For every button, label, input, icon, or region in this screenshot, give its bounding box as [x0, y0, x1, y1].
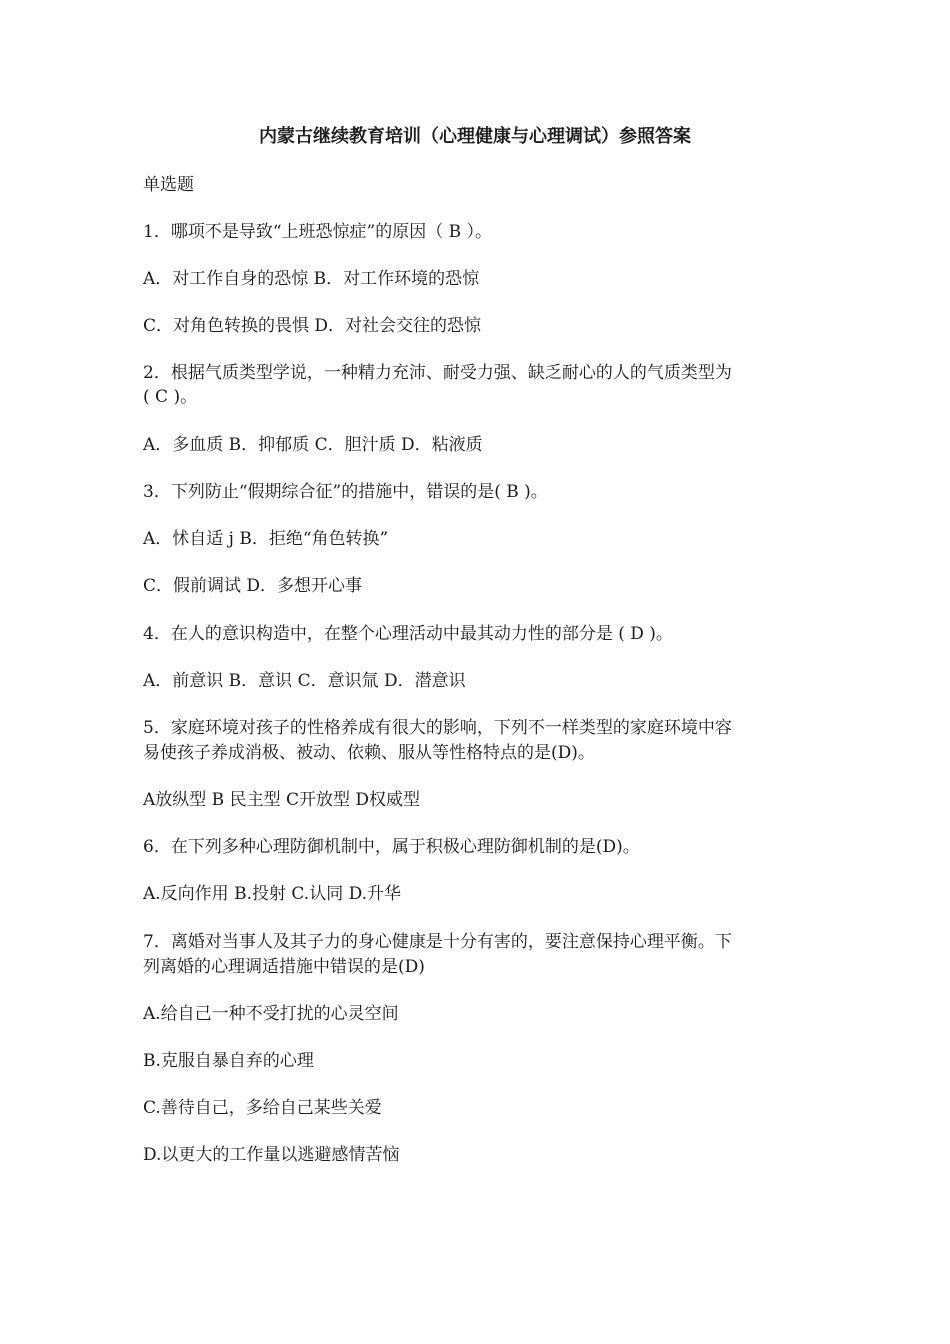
question-1-options-ab: A．对工作自身的恐惊 B．对工作环境的恐惊	[143, 269, 480, 289]
document-title: 内蒙古继续教育培训（心理健康与心理调试）参照答案	[259, 126, 691, 147]
question-2-stem-line-2: ( C )。	[143, 387, 198, 407]
question-1-options-cd: C．对角色转换的畏惧 D．对社会交往的恐惊	[143, 316, 482, 336]
question-7-option-c: C.善待自己，多给自己某些关爱	[143, 1098, 382, 1118]
question-3-stem: 3．下列防止“假期综合征”的措施中，错误的是( B )。	[143, 482, 548, 502]
question-5-stem-line-1: 5．家庭环境对孩子的性格养成有很大的影响，下列不一样类型的家庭环境中容	[143, 718, 732, 738]
question-1-stem: 1．哪项不是导致“上班恐惊症”的原因（ B ）。	[143, 222, 492, 242]
question-5-options: A放纵型 B 民主型 C开放型 D权威型	[143, 790, 421, 810]
question-6-options: A.反向作用 B.投射 C.认同 D.升华	[143, 884, 402, 904]
question-3-options-cd: C．假前调试 D．多想开心事	[143, 576, 363, 596]
question-4-stem: 4．在人的意识构造中，在整个心理活动中最其动力性的部分是 ( D )。	[143, 624, 673, 644]
question-4-options: A．前意识 B．意识 C．意识氚 D．潜意识	[143, 671, 466, 691]
question-2-stem-line-1: 2．根据气质类型学说，一种精力充沛、耐受力强、缺乏耐心的人的气质类型为	[143, 363, 732, 383]
question-7-option-d: D.以更大的工作量以逃避感情苦恼	[143, 1145, 400, 1165]
question-7-stem-line-1: 7．离婚对当事人及其子力的身心健康是十分有害的，要注意保持心理平衡。下	[143, 932, 732, 952]
question-3-options-ab: A．怵自适 j B．拒绝“角色转换”	[143, 529, 389, 549]
question-6-stem: 6．在下列多种心理防御机制中，属于积极心理防御机制的是(D)。	[143, 837, 640, 857]
section-label: 单选题	[143, 175, 194, 195]
question-7-stem-line-2: 列离婚的心理调适措施中错误的是(D)	[143, 957, 425, 977]
question-7-option-a: A.给自己一种不受打扰的心灵空间	[143, 1004, 399, 1024]
question-7-option-b: B.克服自暴自弃的心理	[143, 1051, 314, 1071]
question-5-stem-line-2: 易使孩子养成消极、被动、依赖、服从等性格特点的是(D)。	[143, 743, 595, 763]
question-2-options: A．多血质 B．抑郁质 C．胆汁质 D．粘液质	[143, 435, 483, 455]
